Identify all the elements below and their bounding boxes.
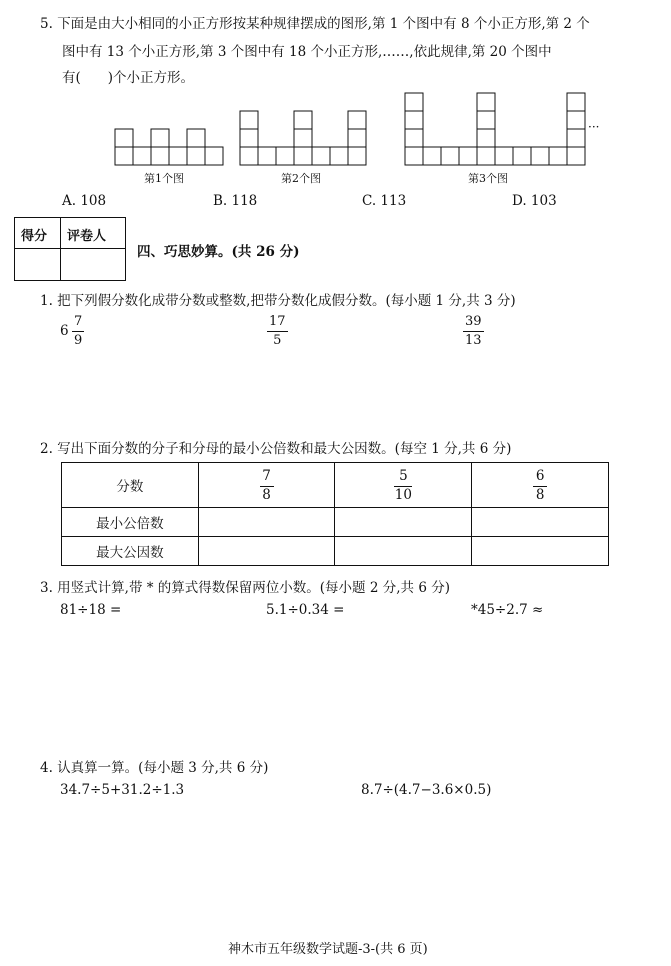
p4-item1: 34.7÷5+31.2÷1.3 — [60, 782, 185, 798]
figure-label-2: 第2个图 — [281, 172, 321, 185]
figure-label-1: 第1个图 — [144, 172, 184, 185]
numerator: 7 — [262, 467, 271, 484]
lcm-gcd-table — [61, 462, 609, 566]
answer-cell[interactable] — [335, 537, 472, 566]
q5-number: 5. — [40, 16, 53, 32]
problem-3-text: 3. 用竖式计算,带 * 的算式得数保留两位小数。(每小题 2 分,共 6 分) — [40, 580, 450, 596]
answer-cell[interactable] — [198, 508, 335, 537]
p3-item1: 81÷18 = — [60, 602, 122, 618]
figure-3 — [405, 93, 585, 165]
score-box — [14, 217, 126, 281]
p1-item1-whole: 6 — [60, 323, 69, 339]
numerator: 39 — [465, 314, 482, 329]
denominator: 9 — [74, 333, 83, 348]
row-label-lcm: 最小公倍数 — [62, 508, 199, 537]
fraction-cell — [335, 463, 472, 508]
p4-item2: 8.7÷(4.7−3.6×0.5) — [361, 782, 492, 798]
score-label: 得分 — [21, 229, 48, 244]
fraction-cell — [198, 463, 335, 508]
figure-1 — [115, 129, 223, 165]
row-label-gcd: 最大公因数 — [62, 537, 199, 566]
grader-label: 评卷人 — [67, 229, 107, 244]
p1-item1-fraction — [72, 314, 84, 348]
figure-2 — [240, 111, 366, 165]
answer-cell[interactable] — [198, 537, 335, 566]
section-4-title: 四、巧思妙算。(共 26 分) — [137, 244, 300, 260]
header-cell: 分数 — [62, 463, 199, 508]
denominator: 5 — [273, 333, 282, 348]
denominator: 8 — [535, 486, 545, 503]
p3-item2: 5.1÷0.34 = — [266, 602, 345, 618]
problem-2-text: 2. 写出下面分数的分子和分母的最小公倍数和最大公因数。(每空 1 分,共 6 分) — [40, 441, 512, 457]
numerator: 17 — [269, 314, 286, 329]
answer-cell[interactable] — [472, 537, 609, 566]
table-row — [62, 508, 609, 537]
numerator: 7 — [74, 314, 83, 329]
problem-1-text: 1. 把下列假分数化成带分数或整数,把带分数化成假分数。(每小题 1 分,共 3 分) — [40, 293, 516, 309]
fraction-cell — [472, 463, 609, 508]
page-footer: 神木市五年级数学试题-3-(共 6 页) — [228, 942, 428, 957]
table-row — [62, 537, 609, 566]
option-d[interactable]: D. 103 — [512, 193, 557, 209]
q5-text-line3: 有( )个小正方形。 — [62, 70, 195, 86]
q5-text-line1: 下面是由大小相同的小正方形按某种规律摆成的图形,第 1 个图中有 8 个小正方形,第 2 个 — [57, 16, 590, 32]
answer-cell[interactable] — [472, 508, 609, 537]
denominator: 10 — [394, 486, 412, 503]
table-row — [62, 463, 609, 508]
option-c[interactable]: C. 113 — [362, 193, 407, 209]
q5-text-line2: 图中有 13 个小正方形,第 3 个图中有 18 个小正方形,……,依此规律,第 20 个图中 — [62, 44, 552, 60]
answer-cell[interactable] — [335, 508, 472, 537]
figure-label-3: 第3个图 — [468, 172, 508, 185]
option-a[interactable]: A. 108 — [62, 193, 107, 209]
problem-4-text: 4. 认真算一算。(每小题 3 分,共 6 分) — [40, 760, 269, 776]
numerator: 5 — [399, 467, 408, 484]
figure-ellipsis: ··· — [588, 120, 600, 134]
p3-item3: *45÷2.7 ≈ — [471, 602, 544, 618]
denominator: 13 — [465, 333, 482, 348]
square-pattern-figures — [0, 85, 671, 185]
numerator: 6 — [535, 467, 545, 484]
p1-item3-fraction — [463, 314, 484, 348]
option-b[interactable]: B. 118 — [213, 193, 258, 209]
p1-item2-fraction — [267, 314, 288, 348]
denominator: 8 — [262, 486, 271, 503]
q5-line1 — [40, 12, 590, 32]
